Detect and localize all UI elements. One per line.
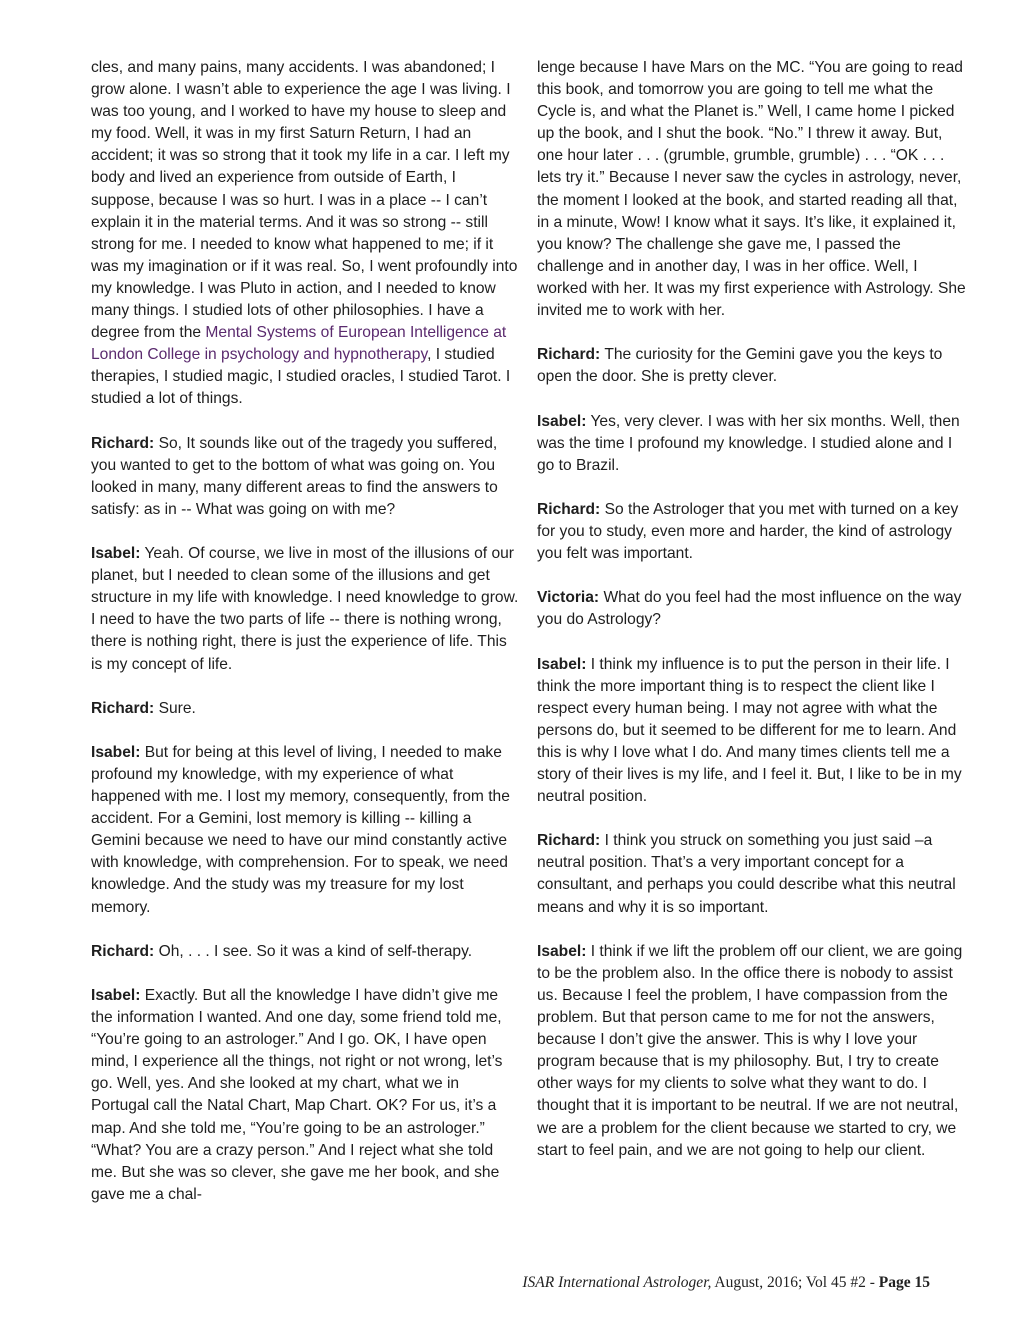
right-column [537, 57, 969, 1184]
dialogue-paragraph [91, 742, 519, 919]
dialogue-text: Yeah. Of course, we live in most of the illusions of our planet, but I needed to clean some of the illusions and get structure in my life with knowledge. I need knowledge to grow. I need to have the two parts of life -- there is nothing wrong, there is nothing right, there is just the experience of life. This is my concept of life. [91, 545, 519, 673]
dialogue-paragraph [91, 433, 519, 521]
dialogue-text: Oh, . . . I see. So it was a kind of self-therapy. [154, 942, 473, 960]
paragraph-text: , I studied therapies, I studied magic, I studied oracles, I studied Tarot. I studied a lot of things. [91, 346, 511, 408]
college-link-text[interactable]: Mental Systems of European Intelligence at London College in psychology and hypnotherapy [91, 324, 507, 364]
dialogue-text: The curiosity for the Gemini gave you the keys to open the door. She is pretty clever. [537, 346, 943, 386]
speaker-name: Richard: [537, 832, 601, 850]
dialogue-paragraph [537, 587, 969, 631]
dialogue-text: What do you feel had the most influence on the way you do Astrology? [537, 589, 962, 629]
dialogue-paragraph [91, 543, 519, 676]
speaker-name: Isabel: [91, 743, 141, 761]
left-column [91, 57, 519, 1228]
paragraph-text: cles, and many pains, many accidents. I was abandoned; I grow alone. I wasn’t able to experience the age I was living. I was too young, and I worked to have my house to sleep and my food. Well, it was in my first Saturn Return, I had an accident; it was so strong that it took my life in a car. I left my body and lived an experience from outside of Earth, I suppose, because I was so hurt. I was in a place -- I can’t explain it in the material terms. And it was so strong -- still strong for me. I needed to know what happened to me; if it was my imagination or if it was real. So, I went profoundly into my knowledge. I was Pluto in action, and I needed to know many things. I studied lots of other philosophies. I have a degree from the [91, 59, 518, 342]
dialogue-paragraph [537, 344, 969, 388]
dialogue-text: I think you struck on something you just said –a neutral position. That’s a very important concept for a consultant, and perhaps you could describe what this neutral means and why it is so important. [537, 832, 956, 916]
issue-info: August, 2016; Vol 45 #2 - [711, 1274, 879, 1291]
dialogue-text: But for being at this level of living, I needed to make profound my knowledge, with my experience of what happened with me. I lost my memory, consequently, from the accident. For a Gemini, lost memory is killing -- killing a Gemini because we need to have our mind constantly active with knowledge, with comprehension. For to speak, we need knowledge. And the study was my treasure for my lost memory. [91, 743, 510, 916]
speaker-name: Richard: [91, 434, 155, 452]
speaker-name: Isabel: [537, 655, 587, 673]
dialogue-text: Exactly. But all the knowledge I have didn’t give me the information I wanted. And one day, some friend told me, “You’re going to an astrologer.” And I go. OK, I have open mind, I experience all the things, not right or not wrong, let’s go. Well, yes. And she looked at my chart, what we in Portugal call the Natal Chart, Map Chart. OK? For us, it’s a map. And she told me, “You’re going to be an astrologer.” “What? You are a crazy person.” And I reject what she told me. But she was so clever, she gave me her book, and she gave me a chal- [91, 986, 503, 1203]
speaker-name: Isabel: [91, 545, 141, 563]
dialogue-paragraph [91, 985, 519, 1206]
speaker-name: Richard: [537, 346, 601, 364]
speaker-name: Victoria: [537, 589, 600, 607]
speaker-name: Isabel: [537, 412, 587, 430]
dialogue-text: So, It sounds like out of the tragedy you suffered, you wanted to get to the bottom of what was going on. You looked in many, many different areas to find the answers to satisfy: as in -- What was going on with me? [91, 434, 498, 518]
dialogue-text: I think my influence is to put the person in their life. I think the more important thing is to respect the client like I respect every human being. I may not agree with what the persons do, but it seemed to be different for me to learn. And this is why I love what I do. And many times clients tell me a story of their lives is my life, and I feel it. But, I like to be in my neutral position. [537, 655, 962, 806]
dialogue-paragraph [537, 941, 969, 1162]
paragraph-text: lenge because I have Mars on the MC. “You are going to read this book, and tomorrow you are going to tell me what the Cycle is, and what the Planet is.” Well, I came home I picked up the book, and I shut the book. “No.” I threw it away. But, one hour later . . . (grumble, grumble, grumble) . . . “OK . . . lets try it.” Because I never saw the cycles in astrology, never, the moment I looked at the book, and started reading all that, in a minute, Wow! I know what it says. It’s like, it explained it, you know? The challenge she gave me, I passed the challenge and in another day, I was in her office. Well, I worked with her. It was my first experience with Astrology. She invited me to work with her. [537, 59, 966, 320]
dialogue-paragraph [537, 499, 969, 565]
speaker-name: Richard: [91, 942, 155, 960]
page-footer [480, 1274, 930, 1292]
paragraph [91, 57, 519, 411]
dialogue-paragraph [537, 411, 969, 477]
dialogue-text: Yes, very clever. I was with her six months. Well, then was the time I profound my knowledge. I studied alone and I go to Brazil. [537, 412, 960, 474]
page-number: Page 15 [878, 1274, 930, 1291]
speaker-name: Richard: [537, 500, 601, 518]
dialogue-paragraph [537, 654, 969, 809]
publication-name: ISAR International Astrologer, [522, 1274, 712, 1291]
dialogue-text: So the Astrologer that you met with turned on a key for you to study, even more and harder, the kind of astrology you felt was important. [537, 500, 959, 563]
dialogue-paragraph [91, 941, 519, 963]
dialogue-paragraph [537, 830, 969, 918]
speaker-name: Isabel: [537, 942, 587, 960]
dialogue-paragraph [91, 698, 519, 720]
paragraph [537, 57, 969, 322]
speaker-name: Isabel: [91, 986, 141, 1004]
speaker-name: Richard: [91, 699, 155, 717]
dialogue-text: I think if we lift the problem off our client, we are going to be the problem also. In the office there is nobody to assist us. Because I feel the problem, I have compassion from the problem. But that person came to me for not the answers, because I don’t give the answer. This is why I love your program because that is my philosophy. But, I try to create other ways for my clients to solve what they want to do. I thought that it is important to be neutral. If we are not neutral, we are a problem for the client because we started to cry, we start to feel pain, and we are not going to help our client. [537, 942, 963, 1159]
dialogue-text: Sure. [154, 699, 196, 717]
